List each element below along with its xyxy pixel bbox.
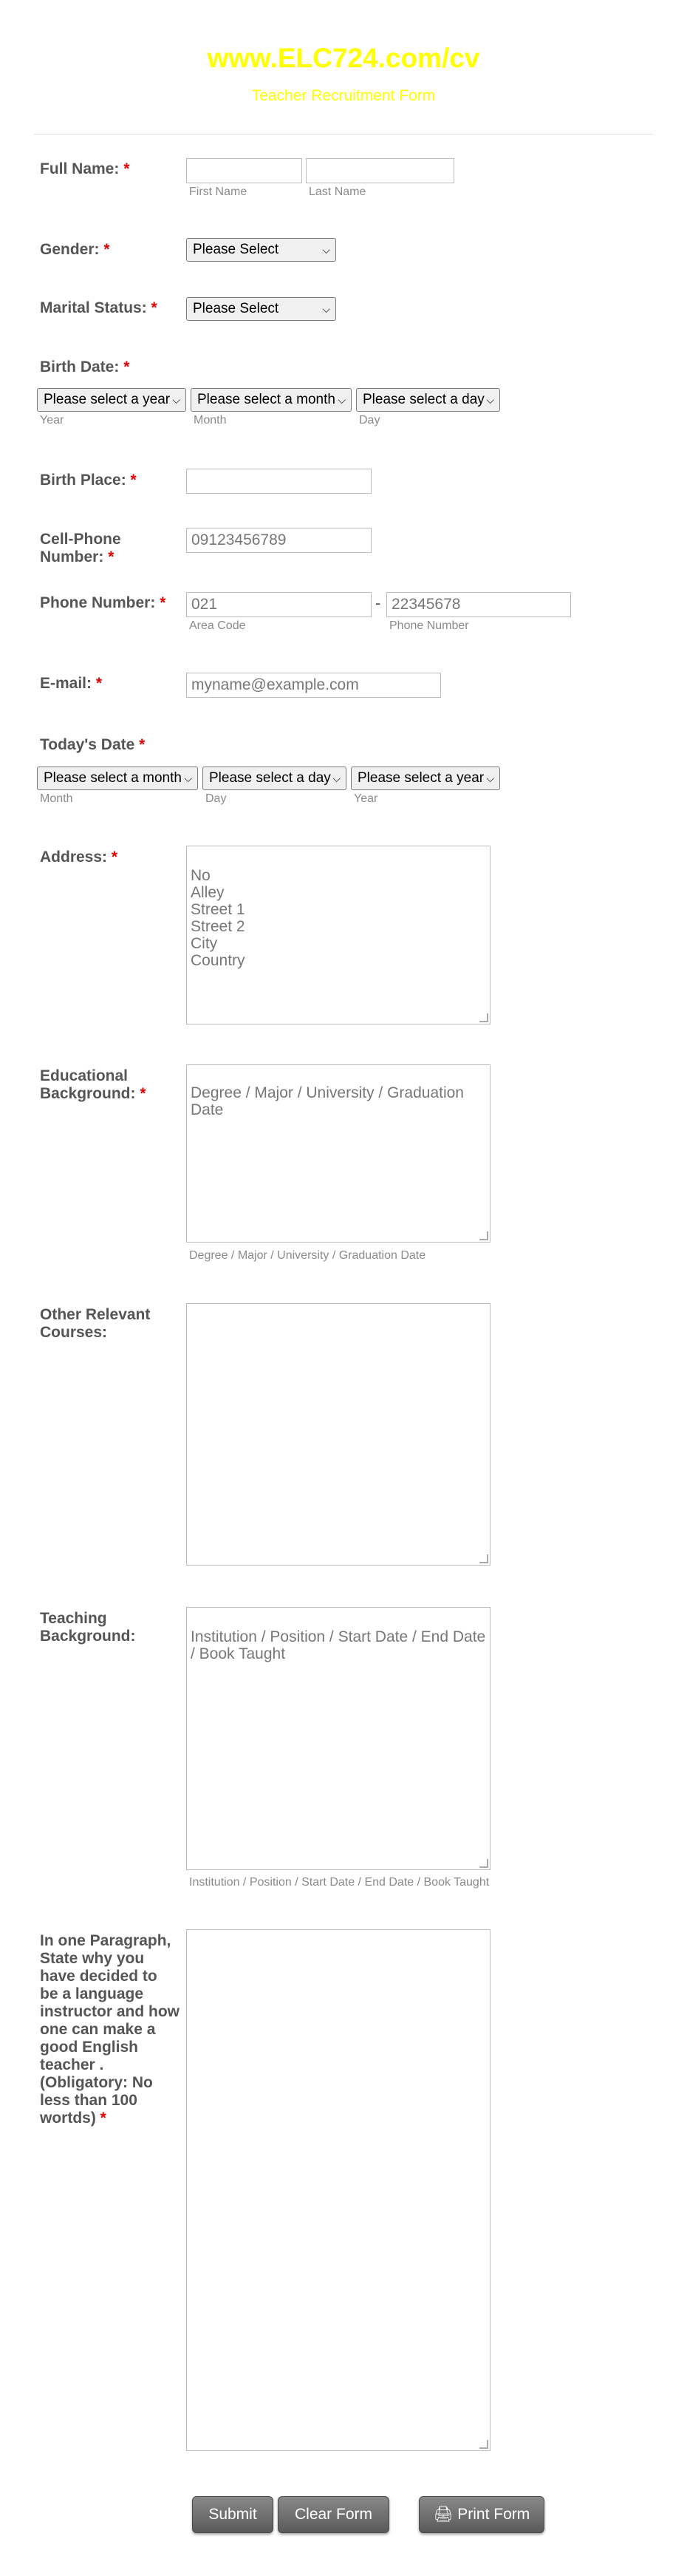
marital-label-text: Marital Status: [40, 299, 147, 316]
phone-number-label [40, 594, 165, 612]
area-code-input[interactable] [186, 592, 372, 617]
cell-phone-label-line2: Number: [40, 548, 104, 565]
phone-label-text: Phone Number: [40, 594, 156, 611]
teaching-label-line1: Teaching [40, 1610, 107, 1627]
required-mark: * [108, 548, 115, 565]
address-textarea[interactable] [186, 846, 491, 1024]
birth-month-value: Please select a month [197, 392, 335, 407]
today-day-sublabel: Day [205, 792, 227, 805]
paragraph-label-line: instructor and how [40, 2003, 180, 2020]
paragraph-label [40, 1932, 180, 2127]
birth-place-label-text: Birth Place: [40, 472, 126, 489]
marital-select-value: Please Select [193, 301, 279, 316]
required-mark: * [111, 849, 118, 866]
birth-day-sublabel: Day [359, 414, 380, 426]
education-label-line2: Background: [40, 1085, 136, 1102]
chevron-down-icon: ⌵ [332, 772, 341, 784]
today-day-value: Please select a day [209, 770, 331, 786]
birth-day-value: Please select a day [363, 392, 485, 407]
address-value: No Alley Street 1 Street 2 City Country [191, 867, 245, 969]
header-divider [34, 134, 653, 135]
phone-number-input[interactable] [386, 592, 571, 617]
address-label [40, 849, 117, 866]
teaching-label-line2: Background: [40, 1628, 136, 1645]
email-label [40, 675, 102, 693]
education-label [40, 1067, 146, 1103]
education-placeholder: Degree / Major / University / Graduation Date [191, 1084, 468, 1118]
paragraph-label-line: less than 100 [40, 2092, 137, 2109]
required-mark: * [103, 241, 110, 258]
gender-label-text: Gender: [40, 241, 100, 258]
paragraph-textarea[interactable] [186, 1929, 491, 2451]
birth-month-sublabel: Month [194, 414, 227, 426]
address-label-text: Address: [40, 849, 108, 866]
birth-date-label [40, 358, 129, 376]
print-form-button[interactable] [419, 2496, 544, 2533]
paragraph-label-line: State why you [40, 1950, 145, 1967]
submit-button[interactable]: Submit [192, 2496, 273, 2533]
cell-phone-label [40, 531, 121, 566]
required-mark: * [123, 160, 130, 177]
resize-grip-icon[interactable] [479, 2440, 488, 2449]
birth-day-select[interactable] [356, 388, 500, 412]
chevron-down-icon: ⌵ [322, 244, 330, 256]
phone-number-sublabel: Phone Number [389, 619, 469, 632]
chevron-down-icon: ⌵ [322, 303, 330, 315]
last-name-sublabel: Last Name [309, 186, 366, 198]
birth-date-label-text: Birth Date: [40, 358, 120, 375]
required-mark: * [160, 594, 166, 611]
education-label-line1: Educational [40, 1067, 129, 1084]
form-subtitle: Teacher Recruitment Form [251, 87, 436, 104]
courses-textarea[interactable] [186, 1303, 491, 1566]
last-name-input[interactable] [306, 158, 454, 183]
courses-label-line2: Courses: [40, 1324, 108, 1341]
print-form-label: Print Form [457, 2506, 530, 2523]
required-mark: * [151, 299, 157, 316]
full-name-label-text: Full Name: [40, 160, 120, 177]
birth-place-input[interactable] [186, 469, 372, 494]
gender-label [40, 241, 110, 259]
form-title: www.ELC724.com/cv [207, 43, 480, 73]
required-mark: * [100, 2110, 106, 2127]
teaching-textarea[interactable] [186, 1607, 491, 1870]
cell-phone-placeholder: 09123456789 [191, 531, 287, 548]
paragraph-label-line: have decided to [40, 1968, 157, 1985]
required-mark: * [130, 472, 137, 489]
teaching-sublabel: Institution / Position / Start Date / End Date / Book Taught [189, 1876, 490, 1889]
gender-select[interactable] [186, 238, 336, 262]
today-month-value: Please select a month [44, 770, 182, 786]
birth-place-label [40, 472, 137, 489]
phone-number-placeholder: 22345678 [392, 596, 461, 613]
chevron-down-icon: ⌵ [184, 772, 192, 784]
required-mark: * [139, 736, 146, 753]
email-placeholder: myname@example.com [191, 676, 359, 693]
chevron-down-icon: ⌵ [172, 394, 180, 406]
first-name-sublabel: First Name [189, 186, 247, 198]
first-name-input[interactable] [186, 158, 302, 183]
paragraph-label-line: teacher . [40, 2056, 104, 2073]
resize-grip-icon[interactable] [479, 1013, 488, 1022]
email-label-text: E-mail: [40, 675, 92, 692]
birth-year-value: Please select a year [44, 392, 171, 407]
teaching-label [40, 1610, 136, 1645]
paragraph-label-line: one can make a [40, 2021, 156, 2038]
full-name-label [40, 160, 129, 178]
required-mark: * [140, 1085, 146, 1102]
paragraph-label-line: be a language [40, 1985, 144, 2002]
clear-form-button[interactable]: Clear Form [278, 2496, 389, 2533]
required-mark: * [123, 358, 130, 375]
courses-label [40, 1306, 150, 1342]
today-month-select[interactable] [37, 767, 198, 790]
paragraph-label-line: good English [40, 2039, 138, 2056]
teaching-placeholder: Institution / Position / Start Date / End Date / Book Taught [191, 1628, 491, 1662]
birth-year-sublabel: Year [40, 414, 64, 426]
area-code-sublabel: Area Code [189, 619, 246, 632]
chevron-down-icon: ⌵ [486, 394, 494, 406]
paragraph-label-line: In one Paragraph, [40, 1932, 171, 1949]
form-header [0, 0, 687, 105]
todays-date-label-text: Today's Date [40, 736, 135, 753]
resize-grip-icon[interactable] [479, 1231, 488, 1240]
todays-date-label [40, 736, 145, 754]
today-day-select[interactable] [202, 767, 346, 790]
today-month-sublabel: Month [40, 792, 73, 805]
today-year-value: Please select a year [358, 770, 485, 786]
required-mark: * [95, 675, 103, 692]
today-year-select[interactable] [351, 767, 500, 790]
birth-year-select[interactable] [37, 388, 186, 412]
gender-select-value: Please Select [193, 242, 279, 257]
printer-icon: 🖨 [433, 2506, 454, 2523]
courses-label-line1: Other Relevant [40, 1306, 151, 1323]
marital-status-select[interactable] [186, 297, 336, 321]
education-sublabel: Degree / Major / University / Graduation Date [189, 1249, 426, 1262]
paragraph-label-line: wortds) [40, 2110, 96, 2127]
today-year-sublabel: Year [354, 792, 378, 805]
email-input[interactable] [186, 673, 441, 698]
education-textarea[interactable] [186, 1064, 491, 1243]
resize-grip-icon[interactable] [479, 1554, 488, 1563]
cell-phone-label-line1: Cell-Phone [40, 531, 121, 548]
area-code-placeholder: 021 [191, 596, 218, 613]
chevron-down-icon: ⌵ [486, 772, 494, 784]
marital-status-label [40, 299, 157, 317]
birth-month-select[interactable] [191, 388, 352, 412]
cell-phone-input[interactable] [186, 528, 372, 553]
phone-dash: - [375, 594, 381, 612]
resize-grip-icon[interactable] [479, 1859, 488, 1868]
paragraph-label-line: (Obligatory: No [40, 2074, 153, 2091]
chevron-down-icon: ⌵ [338, 394, 346, 406]
